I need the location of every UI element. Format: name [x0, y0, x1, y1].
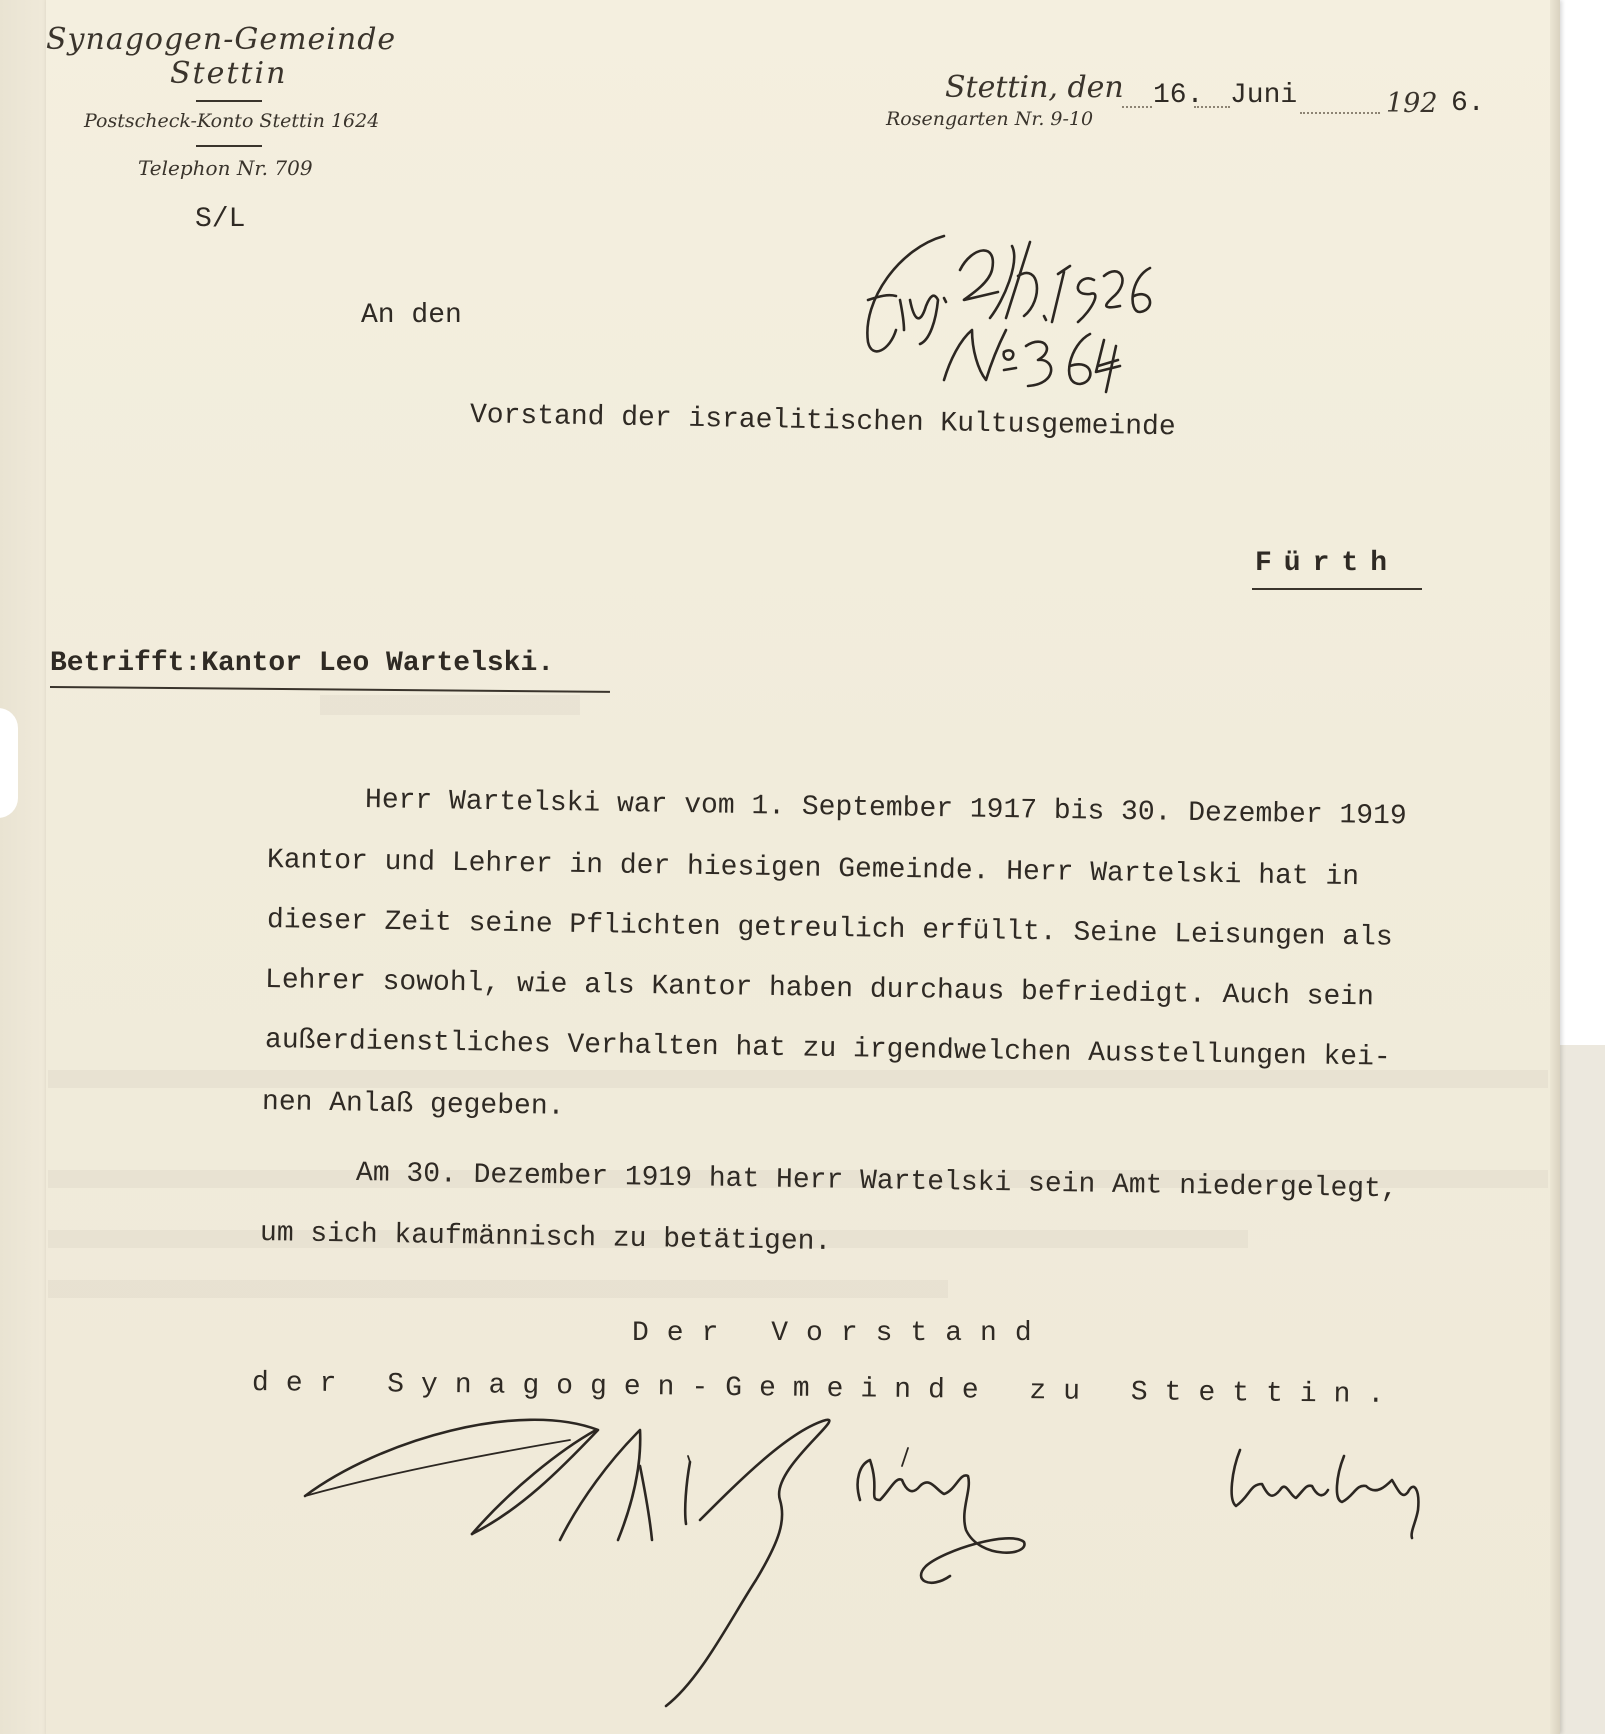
body-line: um sich kaufmännisch zu betätigen. [259, 1218, 832, 1258]
body-line: Herr Wartelski war vom 1. September 1917 bis 30. Dezember 1919 [364, 785, 1407, 833]
dotted-leader [1300, 112, 1380, 114]
body-line: nen Anlaß gegeben. [261, 1087, 565, 1123]
bleed-through [48, 1070, 1548, 1088]
subject-line: Betrifft:Kantor Leo Wartelski. [50, 648, 555, 679]
letterhead-org-name: Synagogen-Gemeinde [46, 22, 397, 57]
scanner-tab-right [1585, 708, 1605, 818]
closing-organization: der Synagogen-Gemeinde zu Stettin. [251, 1368, 1402, 1412]
letterhead-divider [196, 145, 262, 147]
body-line: Am 30. Dezember 1919 hat Herr Wartelski sein Amt niedergelegt, [355, 1158, 1398, 1206]
body-line: dieser Zeit seine Pflichten getreulich erfüllt. Seine Leisungen als [266, 905, 1393, 954]
bleed-through [320, 695, 580, 715]
recipient-city: Fürth [1255, 548, 1400, 579]
dotted-leader [1194, 106, 1230, 108]
dateline-month: Juni [1230, 80, 1298, 111]
recipient-city-underline [1252, 588, 1422, 590]
letterhead-postscheck: Postscheck-Konto Stettin 1624 [84, 110, 380, 132]
dotted-leader [1122, 106, 1152, 108]
body-line: außerdienstliches Verhalten hat zu irgendwelchen Ausstellungen kei- [264, 1025, 1391, 1074]
closing-title: Der Vorstand [632, 1318, 1050, 1349]
dateline-city: Stettin, den [945, 70, 1124, 105]
dateline-year-digit: 6. [1451, 88, 1485, 119]
dateline-day: 16. [1153, 80, 1204, 111]
letterhead-divider [196, 100, 262, 102]
dateline-year-prefix: 192 [1386, 88, 1438, 119]
letterhead-telephone: Telephon Nr. 709 [138, 156, 313, 180]
bleed-through [48, 1280, 948, 1298]
body-line: Kantor und Lehrer in der hiesigen Gemeinde. Herr Wartelski hat in [266, 845, 1360, 894]
paper-edge [1550, 0, 1560, 1734]
body-line: Lehrer sowohl, wie als Kantor haben durchaus befriedigt. Auch sein [264, 965, 1375, 1014]
recipient-name: Vorstand der israelitischen Kultusgemeinde [469, 400, 1176, 444]
recipient-prefix: An den [361, 300, 462, 331]
dateline-address: Rosengarten Nr. 9-10 [886, 108, 1094, 130]
scanner-tab-left [0, 708, 18, 818]
reference-initials: S/L [195, 204, 246, 235]
letterhead-org-city: Stettin [170, 56, 288, 91]
